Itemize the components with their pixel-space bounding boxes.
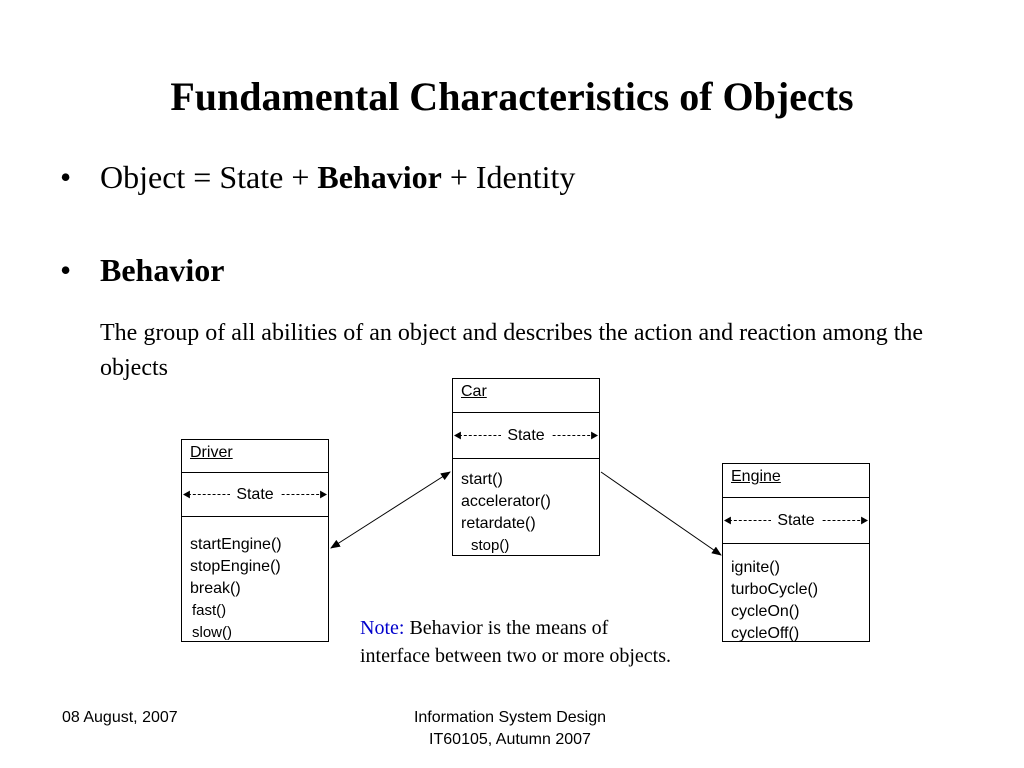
method: start()	[461, 471, 503, 488]
footer-course-line1: Information System Design	[413, 709, 607, 726]
note-text1: Behavior is the means of	[404, 617, 609, 639]
method: fast()	[192, 602, 227, 619]
engine-class-name: Engine	[723, 464, 869, 498]
slide-title: Fundamental Characteristics of Objects	[170, 74, 854, 119]
method: stopEngine()	[190, 558, 281, 575]
engine-class-box	[722, 463, 870, 642]
behavior-description: The group of all abilities of an object and describes the action and reaction among the objects	[100, 320, 924, 381]
car-engine-arrow	[601, 472, 721, 555]
method: break()	[190, 580, 241, 597]
car-methods	[453, 465, 599, 561]
driver-class-box	[181, 439, 329, 642]
car-state-label: State	[501, 427, 550, 444]
note-text2: interface between two or more objects.	[360, 645, 671, 667]
bullet-behavior	[60, 250, 224, 290]
engine-state-label: State	[771, 512, 820, 529]
bullet1-part2: + Identity	[441, 159, 576, 195]
driver-car-arrow	[331, 472, 450, 548]
engine-state-row	[723, 498, 869, 544]
bullet-dot: •	[60, 159, 72, 195]
method: turboCycle()	[731, 581, 819, 598]
car-class-name: Car	[453, 379, 599, 413]
method: cycleOn()	[731, 603, 800, 620]
bullet-dot: •	[60, 252, 72, 288]
engine-methods	[723, 553, 869, 649]
bullet1-bold: Behavior	[317, 159, 442, 195]
method: startEngine()	[190, 536, 282, 553]
note-text	[360, 614, 671, 670]
bullet1-part1: Object = State +	[100, 159, 318, 195]
note-label: Note:	[360, 617, 405, 639]
footer-date: 08 August, 2007	[62, 709, 178, 726]
car-state-row	[453, 413, 599, 459]
method: accelerator()	[461, 493, 551, 510]
footer-course-line2: IT60105, Autumn 2007	[429, 731, 591, 748]
driver-methods	[182, 530, 328, 648]
car-class-box	[452, 378, 600, 556]
method: slow()	[192, 624, 232, 641]
method: ignite()	[731, 559, 780, 576]
method: cycleOff()	[731, 625, 800, 642]
footer-course	[370, 707, 650, 751]
method: retardate()	[461, 515, 536, 532]
driver-class-name: Driver	[182, 440, 328, 473]
bullet2-heading: Behavior	[100, 252, 225, 288]
driver-state-label: State	[230, 486, 279, 503]
bullet-object-definition	[60, 157, 575, 197]
method: stop()	[471, 537, 510, 554]
driver-state-row	[182, 473, 328, 517]
